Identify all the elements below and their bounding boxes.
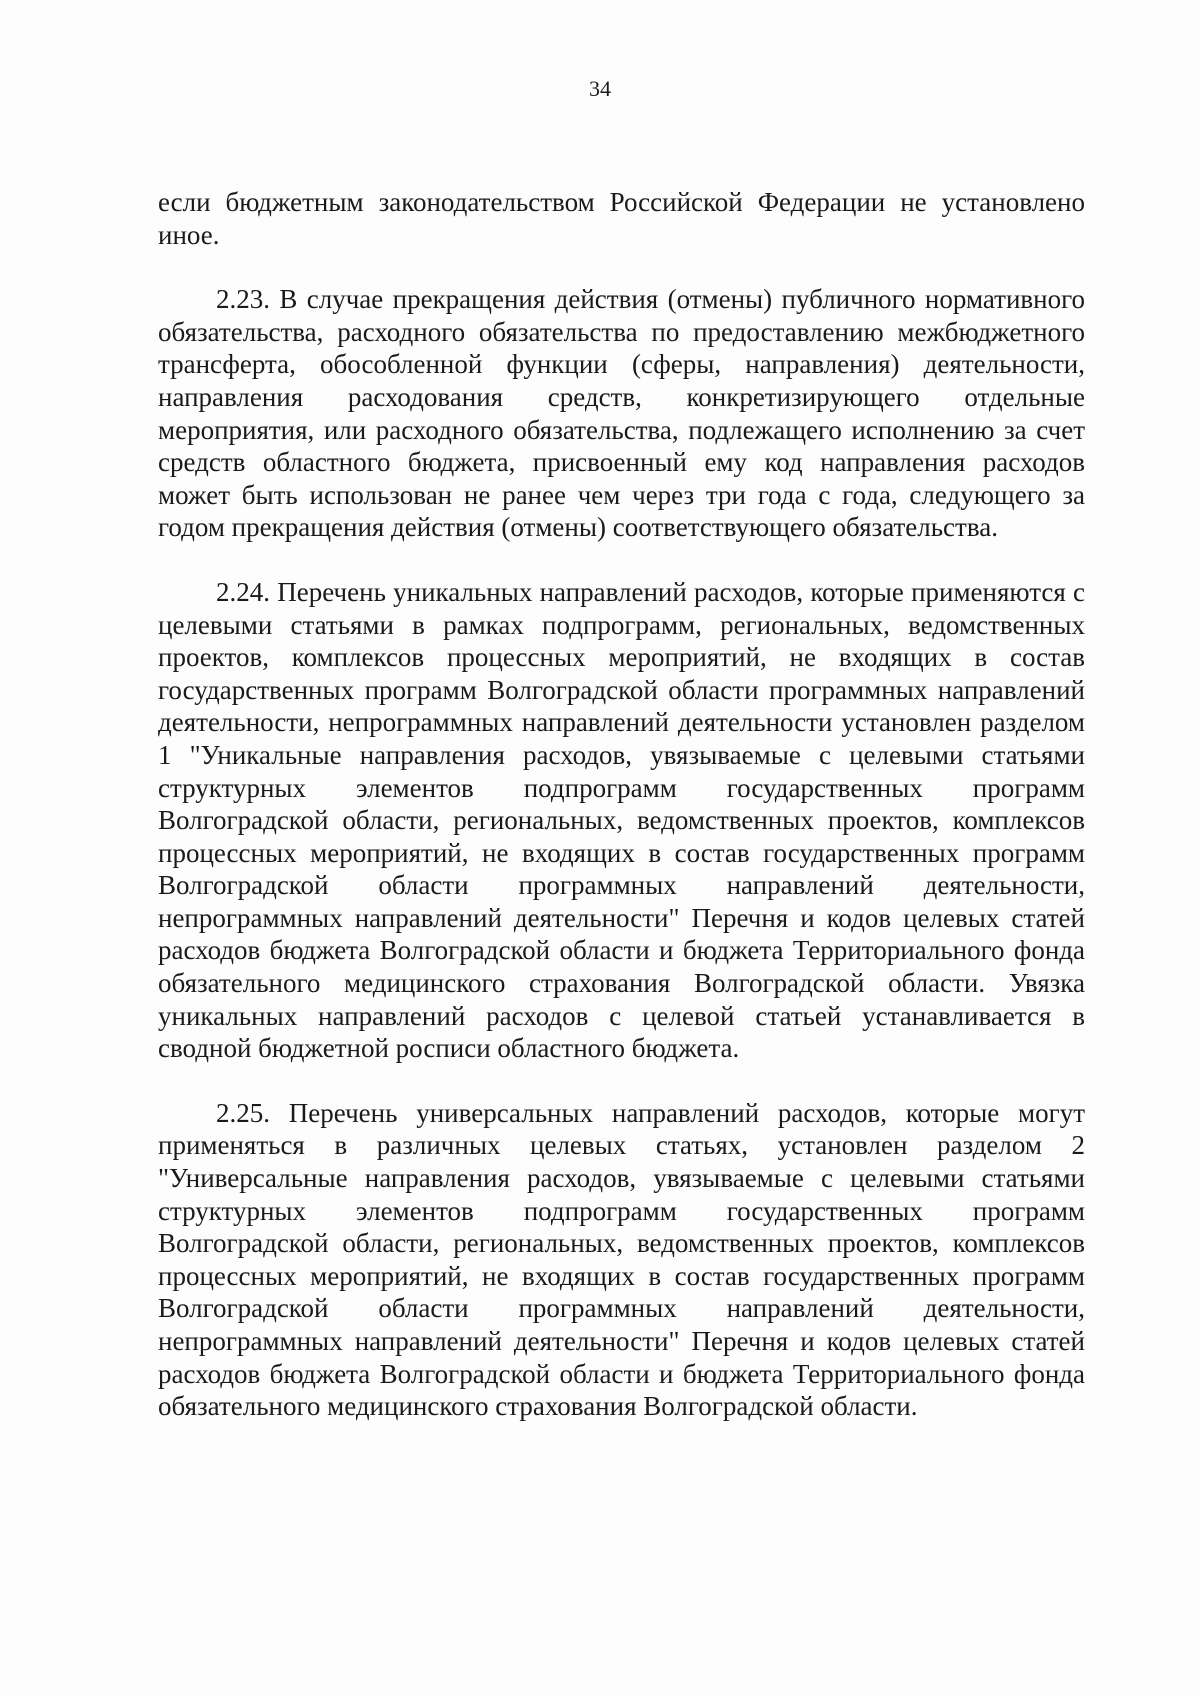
document-body: [158, 186, 1085, 1423]
paragraph-2-24: 2.24. Перечень уникальных направлений расходов, которые применяются с целевыми статьями в рамках подпрограмм, региональных, ведомственных проектов, комплексов процессных мероприятий, не входящих в состав государственных программ Волгоградской области программных направлений деятельности, непрограммных направлений деятельности установлен разделом 1 "Уникальные направления расходов, увязываемые с целевыми статьями структурных элементов подпрограмм государственных программ Волгоградской области, региональных, ведомственных проектов, комплексов процессных мероприятий, не входящих в состав государственных программ Волгоградской области программных направлений деятельности, непрограммных направлений деятельности" Перечня и кодов целевых статей расходов бюджета Волгоградской области и бюджета Территориального фонда обязательного медицинского страхования Волгоградской области. Увязка уникальных направлений расходов с целевой статьей устанавливается в сводной бюджетной росписи областного бюджета.: [158, 576, 1085, 1064]
page-number: 34: [589, 76, 611, 101]
paragraph-2-23: 2.23. В случае прекращения действия (отмены) публичного нормативного обязательства, расходного обязательства по предоставлению межбюджетного трансферта, обособленной функции (сферы, направления) деятельности, направления расходования средств, конкретизирующего отдельные мероприятия, или расходного обязательства, подлежащего исполнению за счет средств областного бюджета, присвоенный ему код направления расходов может быть использован не ранее чем через три года с года, следующего за годом прекращения действия (отмены) соответствующего обязательства.: [158, 284, 1085, 543]
paragraph-2-25: 2.25. Перечень универсальных направлений расходов, которые могут применяться в различных целевых статьях, установлен разделом 2 "Универсальные направления расходов, увязываемые с целевыми статьями структурных элементов подпрограмм государственных программ Волгоградской области, региональных, ведомственных проектов, комплексов процессных мероприятий, не входящих в состав государственных программ Волгоградской области программных направлений деятельности, непрограммных направлений деятельности" Перечня и кодов целевых статей расходов бюджета Волгоградской области и бюджета Территориального фонда обязательного медицинского страхования Волгоградской области.: [158, 1097, 1085, 1422]
paragraph-continuation: если бюджетным законодательством Российской Федерации не установлено иное.: [158, 187, 1085, 250]
